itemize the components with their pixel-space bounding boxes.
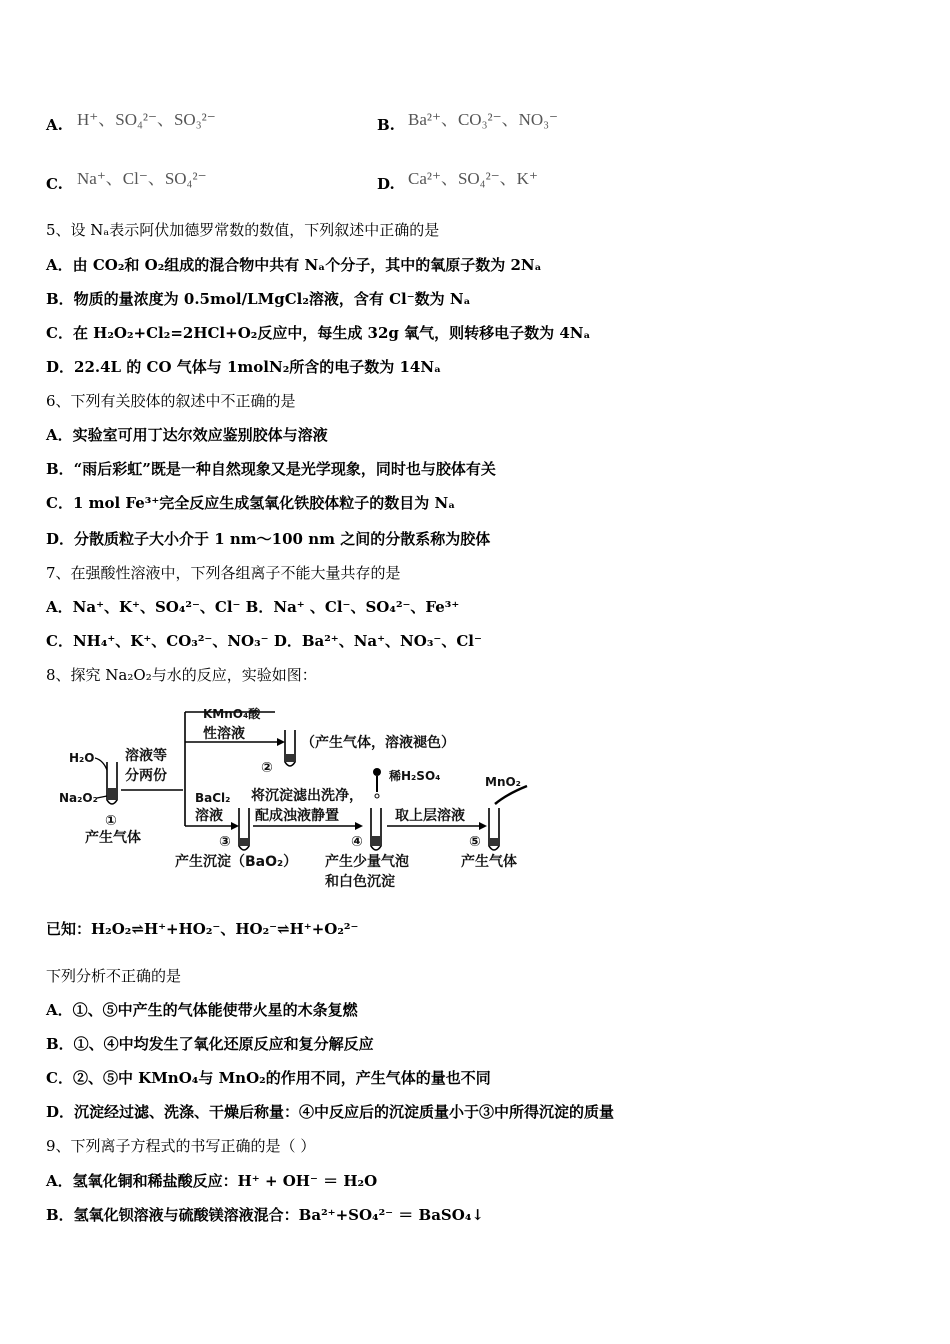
q6-option-c: C．1 mol Fe³⁺完全反应生成氢氧化铁胶体粒子的数目为 Nₐ [46,494,456,512]
test-tube-2 [285,730,295,766]
q7-options-cd: C．NH₄⁺、K⁺、CO₃²⁻、NO₃⁻ D．Ba²⁺、Na⁺、NO₃⁻、Cl⁻ [46,632,482,650]
q9-option-a: A．氢氧化铜和稀盐酸反应：H⁺ + OH⁻ ＝ H₂O [46,1172,378,1190]
q8-option-c: C．②、⑤中 KMnO₄与 MnO₂的作用不同，产生气体的量也不同 [46,1069,491,1087]
q7-options-ab: A．Na⁺、K⁺、SO₄²⁻、Cl⁻ B．Na⁺ 、Cl⁻、SO₄²⁻、Fe³⁺ [46,598,460,616]
wash-text-2: 配成浊液静置 [255,808,339,824]
q4-option-d-ions: Ca²⁺、SO₄²⁻、K⁺ [408,169,538,188]
q8-subquestion: 下列分析不正确的是 [46,967,182,985]
q6-stem: 6、下列有关胶体的叙述中不正确的是 [46,392,296,410]
q8-option-a: A．①、⑤中产生的气体能使带火星的木条复燃 [46,1001,358,1019]
q4-option-c-ions: Na⁺、Cl⁻、SO₄²⁻ [77,169,207,188]
h2o-arrow [95,758,107,770]
q5-option-b: B．物质的量浓度为 0.5mol/LMgCl₂溶液，含有 Cl⁻数为 Nₐ [46,290,471,308]
tube2-result: （产生气体，溶液褪色） [301,735,455,751]
q5-option-a: A．由 CO₂和 O₂组成的混合物中共有 Nₐ个分子，其中的氧原子数为 2Nₐ [46,256,542,274]
q8-stem: 8、探究 Na₂O₂与水的反应，实验如图： [46,666,317,684]
na2o2-label: Na₂O₂ [59,791,98,805]
q6-option-d: D．分散质粒子大小介于 1 nm～100 nm 之间的分散系称为胶体 [46,530,491,548]
q4-option-c-label: C. [46,175,63,193]
q4-option-b-ions: Ba²⁺、CO₃²⁻、NO₃⁻ [408,110,559,129]
q6-option-a: A．实验室可用丁达尔效应鉴别胶体与溶液 [46,426,328,444]
q4-option-a-label: A. [46,116,63,134]
q4-option-a-ions: H⁺、SO₄²⁻、SO₃²⁻ [77,110,216,129]
tube2-number: ② [261,760,273,776]
q6-option-b: B．“雨后彩虹”既是一种自然现象又是光学现象，同时也与胶体有关 [46,460,496,478]
q8-known: 已知：H₂O₂⇌H⁺+HO₂⁻、HO₂⁻⇌H⁺+O₂²⁻ [46,920,359,938]
test-tube-3 [239,808,249,850]
q9-option-b: B．氢氧化钡溶液与硫酸镁溶液混合：Ba²⁺+SO₄²⁻ ＝ BaSO₄↓ [46,1206,484,1224]
tube1-result: 产生气体 [85,830,141,846]
test-tube-5 [489,808,499,850]
q5-stem: 5、设 Nₐ表示阿伏加德罗常数的数值，下列叙述中正确的是 [46,221,440,239]
q8-option-b: B．①、④中均发生了氧化还原反应和复分解反应 [46,1035,374,1053]
split-text-2: 分两份 [125,768,167,784]
q4-option-b-label: B. [377,116,395,134]
tube3-number: ③ [219,834,231,850]
tube3-result: 产生沉淀（BaO₂） [175,854,298,870]
tube1-number: ① [105,813,117,829]
q7-stem: 7、在强酸性溶液中，下列各组离子不能大量共存的是 [46,564,401,582]
tube5-result: 产生气体 [461,854,517,870]
q5-option-c: C．在 H₂O₂+Cl₂=2HCl+O₂反应中，每生成 32g 氧气，则转移电子数为 4Nₐ [46,324,591,342]
tube4-result-2: 和白色沉淀 [325,874,395,890]
test-tube-1 [107,762,117,804]
q5-option-d: D．22.4L 的 CO 气体与 1molN₂所含的电子数为 14Nₐ [46,358,442,376]
q9-stem: 9、下列离子方程式的书写正确的是（ ） [46,1137,316,1155]
upper-layer-text: 取上层溶液 [395,808,465,824]
experiment-figure [55,700,535,895]
bacl2-label-2: 溶液 [195,808,223,824]
tube5-number: ⑤ [469,834,481,850]
dilute-h2so4-label: 稀H₂SO₄ [389,769,441,783]
mno2-label: MnO₂ [485,775,521,789]
wash-text-1: 将沉淀滤出洗净， [251,788,363,804]
h2o-label: H₂O [69,751,95,765]
tube4-result-1: 产生少量气泡 [325,854,409,870]
bacl2-label-1: BaCl₂ [195,791,231,805]
q4-option-d-label: D. [377,175,395,193]
test-tube-4 [371,808,381,850]
q8-option-d: D．沉淀经过滤、洗涤、干燥后称量：④中反应后的沉淀质量小于③中所得沉淀的质量 [46,1103,615,1121]
split-text-1: 溶液等 [125,748,167,764]
tube4-number: ④ [351,834,363,850]
kmno4-label-1: KMnO₄酸 [203,707,261,721]
kmno4-label-2: 性溶液 [203,726,245,742]
dropper [373,768,381,798]
